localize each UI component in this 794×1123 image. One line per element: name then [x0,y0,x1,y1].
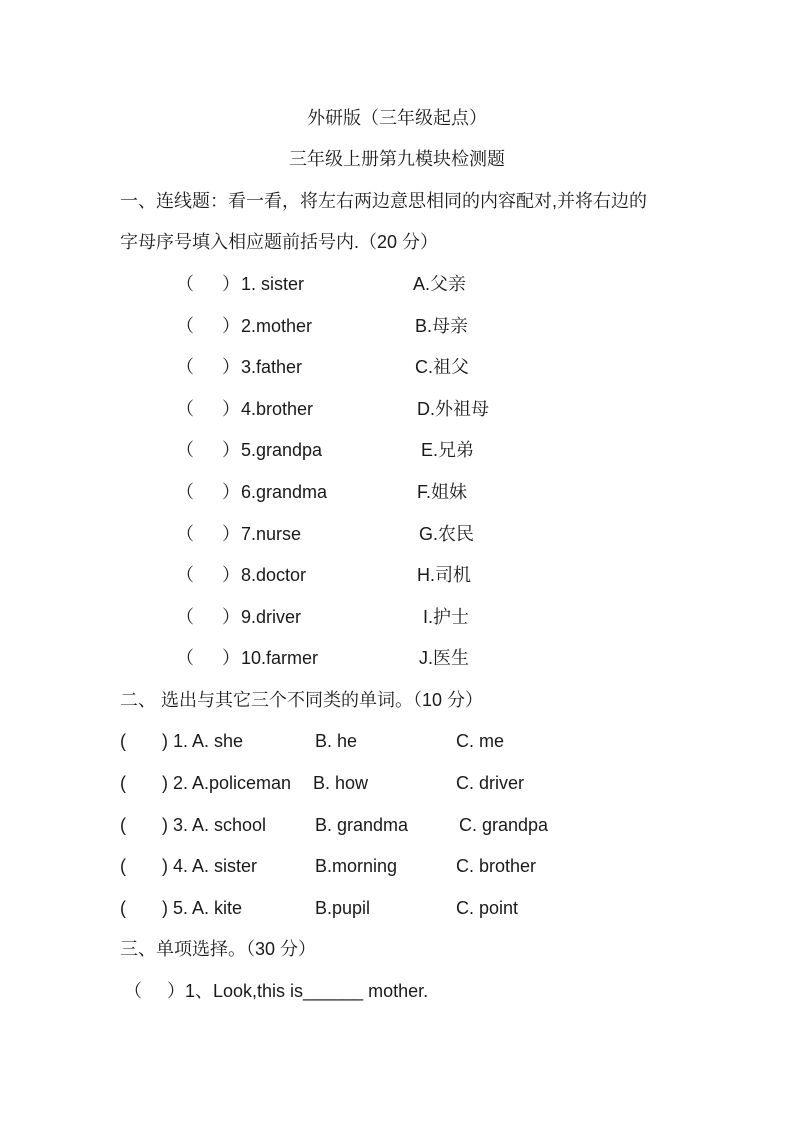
document-subtitle: 三年级上册第九模块检测题 [289,149,505,169]
answer-paren-open: ( [120,731,126,751]
answer-paren-close: ） [222,357,240,377]
answer-paren-close: ） [222,316,240,336]
matching-word: 7.nurse [241,524,302,544]
matching-meaning: F.姐妹 [417,482,468,502]
answer-paren-close: ） [222,482,240,502]
answer-paren-close: ) [162,856,168,876]
matching-meaning: I.护士 [423,607,470,627]
answer-paren-open: （ [176,565,194,585]
matching-word: 4.brother [241,399,314,419]
answer-paren-open: （ [176,482,194,502]
matching-word: 2.mother [241,316,313,336]
matching-word: 9.driver [241,607,302,627]
option-a: 4. A. sister [173,856,258,876]
answer-paren-close: ） [222,274,240,294]
matching-row [0,272,794,296]
odd-one-out-row [0,896,794,920]
option-c: C. driver [456,773,525,793]
matching-row [0,563,794,587]
answer-paren-open: ( [120,856,126,876]
answer-paren-close: ） [222,440,240,460]
odd-one-out-row [0,854,794,878]
matching-row [0,314,794,338]
answer-paren-close: ） [167,981,185,1001]
matching-row [0,438,794,462]
answer-paren-open: ( [120,773,126,793]
document-title: 外研版（三年级起点） [307,108,487,128]
answer-paren-open: （ [176,440,194,460]
answer-paren-close: ) [162,815,168,835]
option-c: C. grandpa [459,815,549,835]
answer-paren-open: （ [176,274,194,294]
section2-instruction [0,688,794,712]
odd-one-out-row [0,729,794,753]
matching-word: 6.grandma [241,482,328,502]
option-b: B.pupil [315,898,371,918]
matching-word: 8.doctor [241,565,307,585]
section2-instruction-text: 二、 选出与其它三个不同类的单词。（10 分） [120,690,484,710]
answer-paren-close: ） [222,524,240,544]
section3-instruction-text: 三、单项选择。（30 分） [120,939,317,959]
matching-meaning: H.司机 [417,565,471,585]
answer-paren-open: （ [124,981,142,1001]
answer-paren-open: （ [176,316,194,336]
answer-paren-close: ) [162,898,168,918]
section3-instruction [0,937,794,961]
answer-paren-close: ） [222,399,240,419]
section1-instruction [0,189,794,213]
matching-word: 3.father [241,357,303,377]
matching-row [0,480,794,504]
matching-row [0,646,794,670]
section1-instruction-cont [0,230,794,254]
matching-row [0,522,794,546]
matching-meaning: A.父亲 [413,274,467,294]
option-b: B. how [313,773,369,793]
matching-row [0,605,794,629]
matching-meaning: C.祖父 [415,357,469,377]
matching-meaning: E.兄弟 [421,440,475,460]
matching-meaning: G.农民 [419,524,475,544]
answer-paren-close: ） [222,648,240,668]
option-b: B. grandma [315,815,409,835]
matching-meaning: D.外祖母 [417,399,489,419]
answer-paren-open: （ [176,648,194,668]
option-a: 5. A. kite [173,898,243,918]
answer-paren-open: ( [120,815,126,835]
section1-instruction-line2: 字母序号填入相应题前括号内.（20 分） [120,232,439,252]
answer-paren-open: ( [120,898,126,918]
answer-paren-close: ) [162,773,168,793]
answer-paren-close: ) [162,731,168,751]
matching-row [0,355,794,379]
option-a: 3. A. school [173,815,267,835]
answer-paren-open: （ [176,399,194,419]
option-a: 1. A. she [173,731,244,751]
option-c: C. brother [456,856,537,876]
section1-instruction-line1: 一、连线题：看一看，将左右两边意思相同的内容配对,并将右边的 [120,191,647,211]
answer-paren-open: （ [176,607,194,627]
matching-word: 10.farmer [241,648,319,668]
matching-meaning: B.母亲 [415,316,469,336]
matching-row [0,397,794,421]
odd-one-out-row [0,771,794,795]
answer-paren-close: ） [222,565,240,585]
option-b: B.morning [315,856,398,876]
odd-one-out-row [0,813,794,837]
option-c: C. point [456,898,519,918]
matching-word: 1. sister [241,274,305,294]
option-b: B. he [315,731,358,751]
matching-word: 5.grandpa [241,440,323,460]
matching-meaning: J.医生 [419,648,470,668]
answer-paren-open: （ [176,357,194,377]
answer-paren-open: （ [176,524,194,544]
option-c: C. me [456,731,505,751]
answer-paren-close: ） [222,607,240,627]
question-text: 1、Look,this is______ mother. [185,981,429,1001]
multiple-choice-question [0,979,794,1003]
option-a: 2. A.policeman [173,773,292,793]
